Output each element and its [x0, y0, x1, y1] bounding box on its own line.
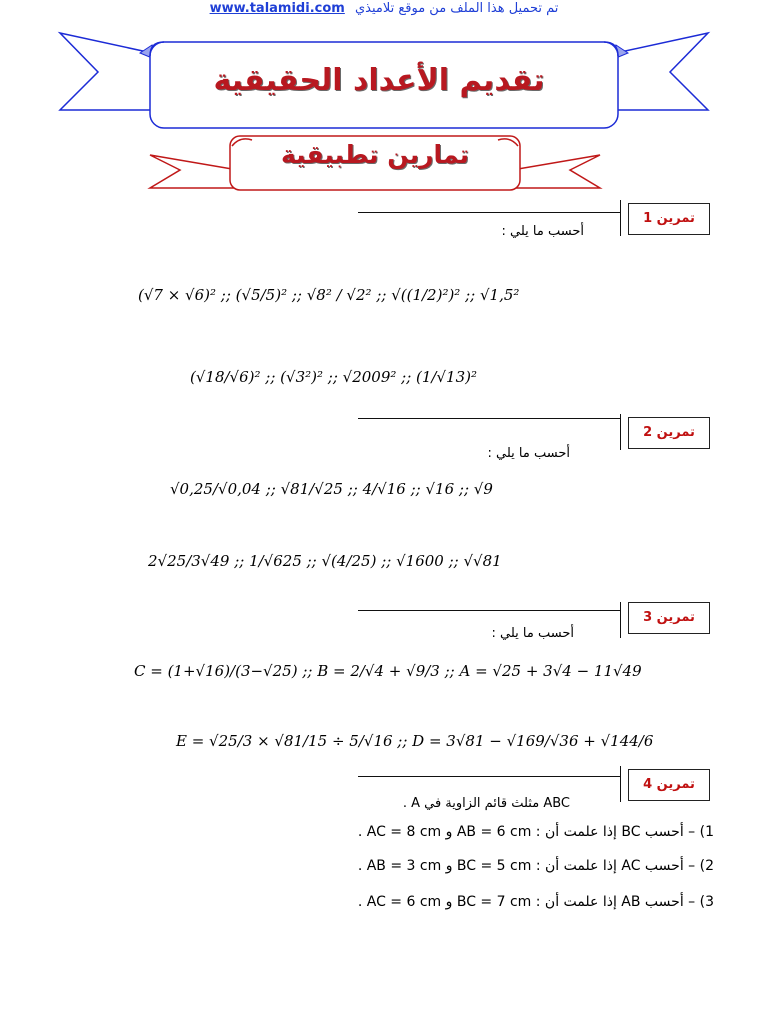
- exercise-4-question-2: 2) – أحسب AC إذا علمت أن : BC = 5 cm و AB = 3 cm .: [357, 858, 714, 874]
- exercise-3-row-2: E = √25/3 × √81/15 ÷ 5/√16 ;; D = 3√81 − √169/√36 + √144/6: [176, 732, 654, 750]
- exercise-2-row-2: 2√25/3√49 ;; 1/√625 ;; √(4/25) ;; √1600 ;; √√81: [148, 552, 502, 570]
- exercise-3-row-1: C = (1+√16)/(3−√25) ;; B = 2/√4 + √9/3 ;; A = √25 + 3√4 − 11√49: [134, 662, 642, 680]
- exercise-2-label: تمرين 2: [628, 417, 710, 449]
- exercise-4-instruction: ABC مثلث قائم الزاوية في A .: [402, 796, 570, 811]
- exercise-1-label: تمرين 1: [628, 203, 710, 235]
- exercise-3-rule: [358, 610, 620, 611]
- exercise-2-rule: [358, 418, 620, 419]
- page-title: تقديم الأعداد الحقيقية: [213, 63, 545, 98]
- exercise-2-row-1: √0,25/√0,04 ;; √81/√25 ;; 4/√16 ;; √16 ;; √9: [170, 480, 493, 498]
- source-text: تم تحميل هذا الملف من موقع تلاميذي: [354, 1, 559, 16]
- exercise-2-instruction: أحسب ما يلي :: [487, 446, 570, 461]
- exercise-3-tick: [620, 602, 621, 638]
- exercise-4-question-3: 3) – أحسب AB إذا علمت أن : BC = 7 cm و AC = 6 cm .: [357, 894, 714, 910]
- exercise-4-label: تمرين 4: [628, 769, 710, 801]
- exercise-3-instruction: أحسب ما يلي :: [491, 626, 574, 641]
- ribbon-banners: [0, 0, 768, 200]
- page-subtitle: تمارين تطبيقية: [280, 140, 470, 169]
- exercise-4-rule: [358, 776, 620, 777]
- exercise-1-rule: [358, 212, 620, 213]
- exercise-1-tick: [620, 200, 621, 236]
- exercise-3-label: تمرين 3: [628, 602, 710, 634]
- exercise-4-question-1: 1) – أحسب BC إذا علمت أن : AB = 6 cm و AC = 8 cm .: [357, 824, 714, 840]
- exercise-1-instruction: أحسب ما يلي :: [501, 224, 584, 239]
- source-url[interactable]: www.talamidi.com: [209, 1, 345, 16]
- exercise-1-row-1: (√7 × √6)² ;; (√5/5)² ;; √8² / √2² ;; √((1/2)²)² ;; √1,5²: [138, 286, 520, 304]
- exercise-2-tick: [620, 414, 621, 450]
- exercise-1-row-2: (√18/√6)² ;; (√3²)² ;; √2009² ;; (1/√13)²: [190, 368, 477, 386]
- exercise-4-tick: [620, 766, 621, 802]
